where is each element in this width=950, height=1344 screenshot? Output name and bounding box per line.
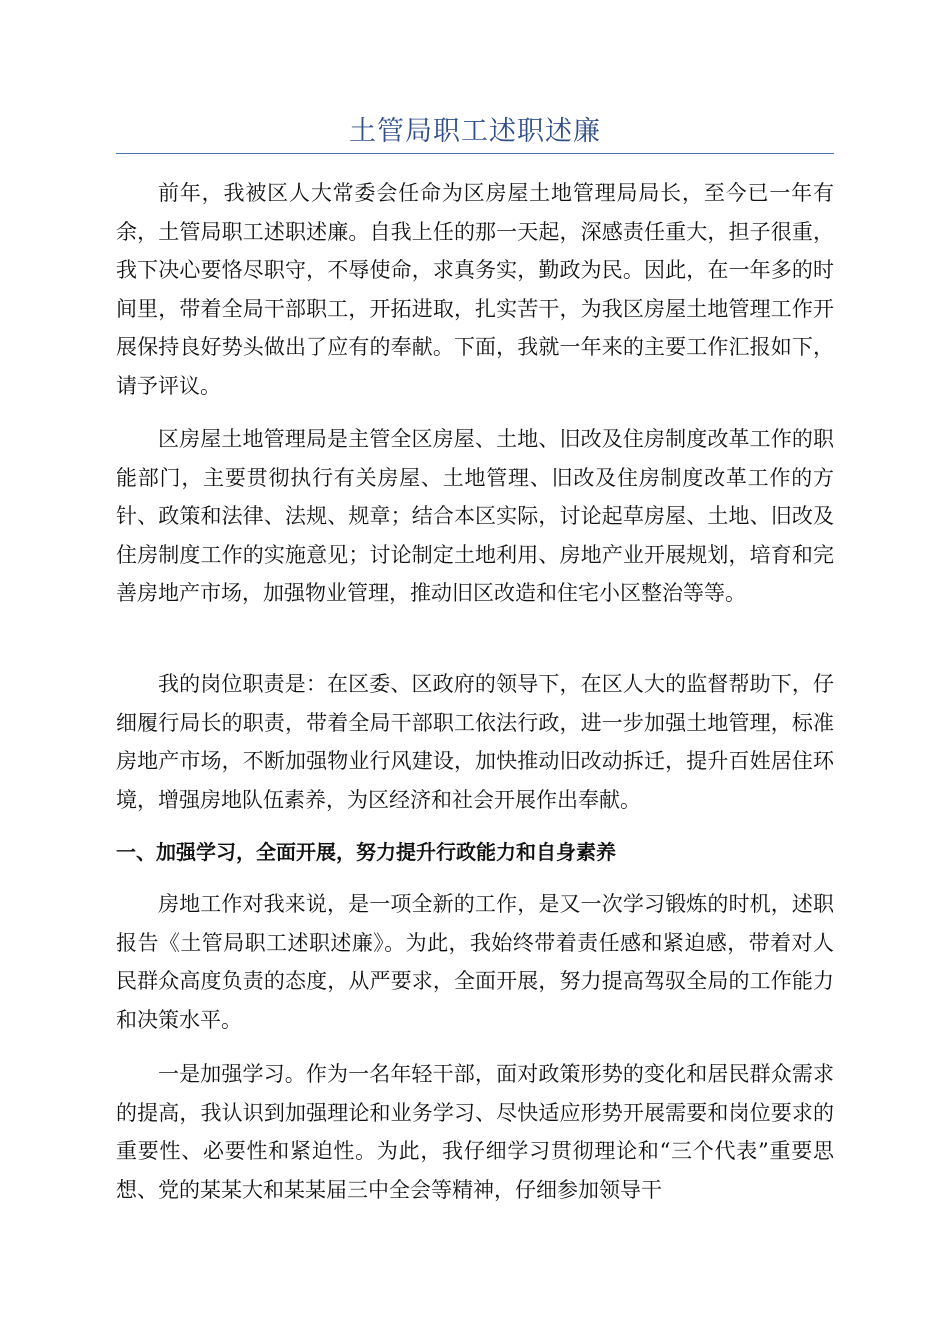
title-underline: [116, 153, 834, 154]
paragraph-intro: 前年，我被区人大常委会任命为区房屋土地管理局局长，至今已一年有余，土管局职工述职述廉。自我上任的那一天起，深感责任重大，担子很重，我下决心要恪尽职守，不辱使命，求真务实，勤政为民。因此，在一年多的时间里，带着全局干部职工，开拓进取，扎实苦干，为我区房屋土地管理工作开展保持良好势头做出了应有的奉献。下面，我就一年来的主要工作汇报如下，请予评议。: [116, 181, 834, 398]
paragraph-section-intro: 房地工作对我来说，是一项全新的工作，是又一次学习锻炼的时机，述职报告《土管局职工述职述廉》。为此，我始终带着责任感和紧迫感，带着对人民群众高度负责的态度，从严要求，全面开展，努力提高驾驭全局的工作能力和决策水平。: [116, 892, 834, 1032]
paragraph-study: 一是加强学习。作为一名年轻干部，面对政策形势的变化和居民群众需求的提高，我认识到加强理论和业务学习、尽快适应形势开展需要和岗位要求的重要性、必要性和紧迫性。为此，我仔细学习贯彻理论和“三个代表”重要思想、党的某某大和某某届三中全会等精神，仔细参加领导干: [116, 1062, 834, 1202]
paragraph-duties: 区房屋土地管理局是主管全区房屋、土地、旧改及住房制度改革工作的职能部门，主要贯彻执行有关房屋、土地管理、旧改及住房制度改革工作的方针、政策和法律、法规、规章；结合本区实际，讨论起草房屋、土地、旧改及住房制度工作的实施意见；讨论制定土地利用、房地产业开展规划，培育和完善房地产市场，加强物业管理，推动旧区改造和住宅小区整治等等。: [116, 427, 834, 606]
document-title: 土管局职工述职述廉: [349, 116, 601, 147]
section-heading: 一、加强学习，全面开展，努力提升行政能力和自身素养: [116, 840, 616, 864]
paragraph-responsibilities: 我的岗位职责是：在区委、区政府的领导下，在区人大的监督帮助下，仔细履行局长的职责，带着全局干部职工依法行政，进一步加强土地管理，标准房地产市场，不断加强物业行风建设，加快推动旧改动拆迁，提升百姓居住环境，增强房地队伍素养，为区经济和社会开展作出奉献。: [116, 672, 834, 812]
